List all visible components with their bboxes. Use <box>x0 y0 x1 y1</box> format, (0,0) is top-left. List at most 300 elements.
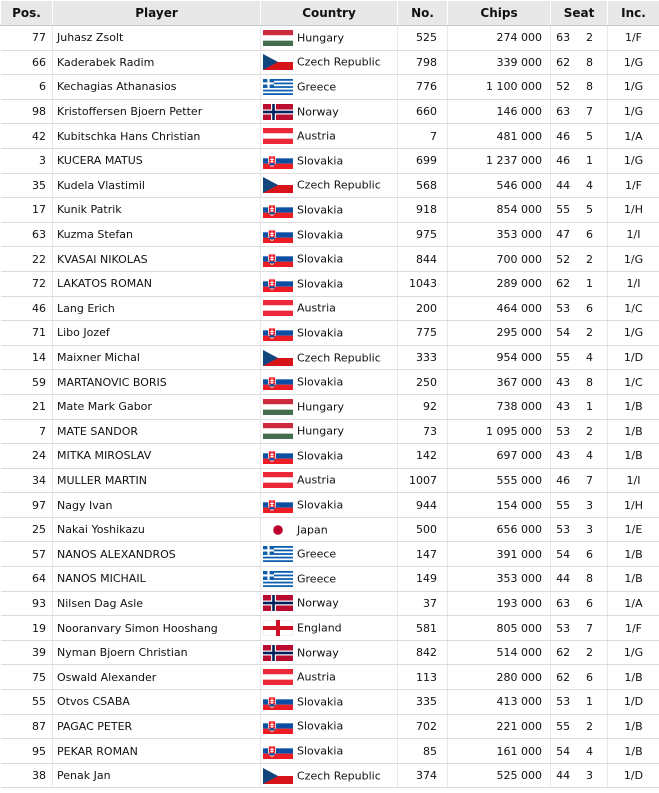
seat-cell <box>551 148 608 173</box>
inc-cell: 1/G <box>608 247 659 272</box>
country-cell <box>261 345 398 370</box>
header-chips[interactable]: Chips <box>448 1 551 26</box>
player-cell: Juhasz Zsolt <box>53 26 261 51</box>
table-number: 62 <box>556 277 571 291</box>
header-inc[interactable]: Inc. <box>608 1 659 26</box>
table-row <box>1 345 659 370</box>
player-cell: Kuzma Stefan <box>53 222 261 247</box>
table-number: 53 <box>556 523 571 537</box>
slovakia-flag-icon <box>263 202 293 218</box>
player-cell: NANOS MICHAIL <box>53 567 261 592</box>
seat-number: 7 <box>586 105 593 119</box>
england-flag-icon <box>263 620 293 636</box>
player-cell: Nakai Yoshikazu <box>53 517 261 542</box>
country-cell <box>261 75 398 100</box>
table-row <box>1 763 659 788</box>
chips-cell: 546 000 <box>448 173 551 198</box>
pos-cell: 6 <box>1 75 53 100</box>
table-row <box>1 370 659 395</box>
player-number-cell: 1007 <box>398 468 448 493</box>
pos-cell: 71 <box>1 321 53 346</box>
country-cell <box>261 148 398 173</box>
chips-cell: 353 000 <box>448 567 551 592</box>
country-cell <box>261 665 398 690</box>
slovakia-flag-icon <box>263 448 293 464</box>
country-cell <box>261 739 398 764</box>
seat-number: 4 <box>586 744 593 758</box>
seat-number: 6 <box>586 670 593 684</box>
pos-cell: 95 <box>1 739 53 764</box>
country-name: Slovakia <box>297 154 344 168</box>
table-number: 46 <box>556 473 571 487</box>
greece-flag-icon <box>263 79 293 95</box>
inc-cell: 1/F <box>608 616 659 641</box>
table-number: 44 <box>556 178 571 192</box>
player-cell: Kaderabek Radim <box>53 50 261 75</box>
country-name: Slovakia <box>297 498 344 512</box>
table-number: 52 <box>556 80 571 94</box>
player-cell: Kubitschka Hans Christian <box>53 124 261 149</box>
slovakia-flag-icon <box>263 497 293 513</box>
player-number-cell: 699 <box>398 148 448 173</box>
country-name: Slovakia <box>297 695 344 709</box>
country-cell <box>261 173 398 198</box>
inc-cell: 1/H <box>608 493 659 518</box>
country-cell <box>261 542 398 567</box>
pos-cell: 64 <box>1 567 53 592</box>
pos-cell: 75 <box>1 665 53 690</box>
inc-cell: 1/C <box>608 296 659 321</box>
inc-cell: 1/B <box>608 419 659 444</box>
pos-cell: 66 <box>1 50 53 75</box>
table-row <box>1 394 659 419</box>
player-number-cell: 776 <box>398 75 448 100</box>
table-number: 43 <box>556 400 571 414</box>
player-number-cell: 113 <box>398 665 448 690</box>
seat-cell <box>551 99 608 124</box>
table-number: 55 <box>556 498 571 512</box>
seat-number: 2 <box>586 424 593 438</box>
pos-cell: 25 <box>1 517 53 542</box>
country-cell <box>261 616 398 641</box>
table-row <box>1 690 659 715</box>
table-row <box>1 271 659 296</box>
country-cell <box>261 247 398 272</box>
table-number: 54 <box>556 547 571 561</box>
country-name: Slovakia <box>297 277 344 291</box>
seat-number: 3 <box>586 498 593 512</box>
country-cell <box>261 591 398 616</box>
table-number: 53 <box>556 424 571 438</box>
pos-cell: 93 <box>1 591 53 616</box>
chips-cell: 280 000 <box>448 665 551 690</box>
inc-cell: 1/A <box>608 124 659 149</box>
country-cell <box>261 222 398 247</box>
table-row <box>1 665 659 690</box>
table-number: 63 <box>556 596 571 610</box>
country-cell <box>261 640 398 665</box>
player-cell: Mate Mark Gabor <box>53 394 261 419</box>
table-number: 46 <box>556 129 571 143</box>
hungary-flag-icon <box>263 423 293 439</box>
country-cell <box>261 198 398 223</box>
inc-cell: 1/I <box>608 468 659 493</box>
player-cell: Nooranvary Simon Hooshang <box>53 616 261 641</box>
pos-cell: 72 <box>1 271 53 296</box>
player-cell: Oswald Alexander <box>53 665 261 690</box>
country-cell <box>261 567 398 592</box>
table-number: 53 <box>556 301 571 315</box>
chips-cell: 289 000 <box>448 271 551 296</box>
czech-flag-icon <box>263 768 293 784</box>
player-number-cell: 147 <box>398 542 448 567</box>
player-number-cell: 92 <box>398 394 448 419</box>
chips-cell: 954 000 <box>448 345 551 370</box>
table-row <box>1 247 659 272</box>
chips-cell: 413 000 <box>448 690 551 715</box>
player-cell: KUCERA MATUS <box>53 148 261 173</box>
seat-cell <box>551 665 608 690</box>
country-cell <box>261 50 398 75</box>
seat-cell <box>551 198 608 223</box>
seat-cell <box>551 345 608 370</box>
seat-cell <box>551 690 608 715</box>
seat-cell <box>551 591 608 616</box>
country-name: England <box>297 621 342 635</box>
table-row <box>1 468 659 493</box>
player-cell: Nilsen Dag Asle <box>53 591 261 616</box>
player-number-cell: 149 <box>398 567 448 592</box>
table-row <box>1 517 659 542</box>
country-name: Hungary <box>297 31 344 45</box>
table-number: 44 <box>556 769 571 783</box>
country-name: Czech Republic <box>297 55 381 69</box>
seat-number: 5 <box>586 203 593 217</box>
seat-number: 1 <box>586 695 593 709</box>
country-name: Slovakia <box>297 326 344 340</box>
player-cell: Otvos CSABA <box>53 690 261 715</box>
seat-cell <box>551 75 608 100</box>
seat-number: 8 <box>586 375 593 389</box>
player-number-cell: 525 <box>398 26 448 51</box>
slovakia-flag-icon <box>263 153 293 169</box>
player-number-cell: 975 <box>398 222 448 247</box>
header-country[interactable]: Country <box>261 1 398 26</box>
country-name: Austria <box>297 301 336 315</box>
table-body <box>1 26 659 788</box>
inc-cell: 1/D <box>608 690 659 715</box>
seat-number: 2 <box>586 326 593 340</box>
country-name: Slovakia <box>297 252 344 266</box>
player-cell: MITKA MIROSLAV <box>53 444 261 469</box>
table-number: 54 <box>556 326 571 340</box>
table-row <box>1 444 659 469</box>
chips-cell: 154 000 <box>448 493 551 518</box>
inc-cell: 1/G <box>608 640 659 665</box>
seat-number: 6 <box>586 547 593 561</box>
pos-cell: 98 <box>1 99 53 124</box>
austria-flag-icon <box>263 472 293 488</box>
table-number: 44 <box>556 572 571 586</box>
seat-cell <box>551 493 608 518</box>
greece-flag-icon <box>263 571 293 587</box>
seat-number: 4 <box>586 178 593 192</box>
chips-cell: 555 000 <box>448 468 551 493</box>
player-number-cell: 944 <box>398 493 448 518</box>
player-cell: PAGAC PETER <box>53 714 261 739</box>
table-number: 55 <box>556 719 571 733</box>
player-cell: Nagy Ivan <box>53 493 261 518</box>
inc-cell: 1/A <box>608 591 659 616</box>
inc-cell: 1/G <box>608 50 659 75</box>
chips-cell: 391 000 <box>448 542 551 567</box>
chips-cell: 339 000 <box>448 50 551 75</box>
inc-cell: 1/B <box>608 394 659 419</box>
chips-cell: 514 000 <box>448 640 551 665</box>
header-player[interactable]: Player <box>53 1 261 26</box>
player-cell: Nyman Bjoern Christian <box>53 640 261 665</box>
chips-cell: 193 000 <box>448 591 551 616</box>
table-row <box>1 296 659 321</box>
country-cell <box>261 370 398 395</box>
player-cell: MATE SANDOR <box>53 419 261 444</box>
country-cell <box>261 444 398 469</box>
seat-cell <box>551 173 608 198</box>
chips-cell: 221 000 <box>448 714 551 739</box>
seat-number: 1 <box>586 400 593 414</box>
seat-number: 6 <box>586 228 593 242</box>
inc-cell: 1/H <box>608 198 659 223</box>
seat-cell <box>551 517 608 542</box>
player-number-cell: 702 <box>398 714 448 739</box>
seat-cell <box>551 370 608 395</box>
player-cell: Kudela Vlastimil <box>53 173 261 198</box>
chips-cell: 738 000 <box>448 394 551 419</box>
norway-flag-icon <box>263 104 293 120</box>
player-number-cell: 918 <box>398 198 448 223</box>
inc-cell: 1/B <box>608 739 659 764</box>
country-cell <box>261 99 398 124</box>
seat-cell <box>551 26 608 51</box>
country-cell <box>261 26 398 51</box>
table-row <box>1 50 659 75</box>
table-row <box>1 542 659 567</box>
seat-cell <box>551 271 608 296</box>
player-cell: Maixner Michal <box>53 345 261 370</box>
seat-number: 4 <box>586 449 593 463</box>
pos-cell: 59 <box>1 370 53 395</box>
country-name: Greece <box>297 80 337 94</box>
table-row <box>1 567 659 592</box>
player-number-cell: 581 <box>398 616 448 641</box>
greece-flag-icon <box>263 546 293 562</box>
chips-cell: 353 000 <box>448 222 551 247</box>
player-number-cell: 798 <box>398 50 448 75</box>
chips-cell: 295 000 <box>448 321 551 346</box>
seat-cell <box>551 247 608 272</box>
chips-cell: 481 000 <box>448 124 551 149</box>
slovakia-flag-icon <box>263 325 293 341</box>
table-number: 55 <box>556 203 571 217</box>
chips-cell: 525 000 <box>448 763 551 788</box>
czech-flag-icon <box>263 177 293 193</box>
inc-cell: 1/B <box>608 714 659 739</box>
austria-flag-icon <box>263 128 293 144</box>
seat-number: 7 <box>586 473 593 487</box>
country-name: Austria <box>297 670 336 684</box>
seat-number: 8 <box>586 55 593 69</box>
table-row <box>1 739 659 764</box>
header-no[interactable]: No. <box>398 1 448 26</box>
table-row <box>1 222 659 247</box>
player-cell: MULLER MARTIN <box>53 468 261 493</box>
pos-cell: 55 <box>1 690 53 715</box>
country-name: Czech Republic <box>297 769 381 783</box>
inc-cell: 1/G <box>608 321 659 346</box>
player-number-cell: 775 <box>398 321 448 346</box>
seat-cell <box>551 444 608 469</box>
country-name: Greece <box>297 572 337 586</box>
country-name: Austria <box>297 129 336 143</box>
pos-cell: 22 <box>1 247 53 272</box>
seat-number: 2 <box>586 252 593 266</box>
pos-cell: 7 <box>1 419 53 444</box>
country-name: Slovakia <box>297 203 344 217</box>
header-pos[interactable]: Pos. <box>1 1 53 26</box>
chips-cell: 854 000 <box>448 198 551 223</box>
seat-cell <box>551 222 608 247</box>
seat-number: 5 <box>586 129 593 143</box>
seat-cell <box>551 468 608 493</box>
country-name: Greece <box>297 547 337 561</box>
player-cell: Kechagias Athanasios <box>53 75 261 100</box>
seat-cell <box>551 640 608 665</box>
seat-number: 2 <box>586 646 593 660</box>
table-number: 43 <box>556 375 571 389</box>
slovakia-flag-icon <box>263 374 293 390</box>
player-cell: Kristoffersen Bjoern Petter <box>53 99 261 124</box>
table-number: 62 <box>556 670 571 684</box>
pos-cell: 97 <box>1 493 53 518</box>
country-name: Hungary <box>297 400 344 414</box>
country-cell <box>261 493 398 518</box>
pos-cell: 17 <box>1 198 53 223</box>
player-number-cell: 37 <box>398 591 448 616</box>
chips-cell: 464 000 <box>448 296 551 321</box>
chips-cell: 1 095 000 <box>448 419 551 444</box>
pos-cell: 57 <box>1 542 53 567</box>
player-cell: Lang Erich <box>53 296 261 321</box>
chips-cell: 367 000 <box>448 370 551 395</box>
country-name: Japan <box>297 523 328 537</box>
chips-cell: 805 000 <box>448 616 551 641</box>
player-cell: NANOS ALEXANDROS <box>53 542 261 567</box>
pos-cell: 77 <box>1 26 53 51</box>
player-number-cell: 844 <box>398 247 448 272</box>
table-number: 53 <box>556 695 571 709</box>
slovakia-flag-icon <box>263 227 293 243</box>
chips-cell: 1 100 000 <box>448 75 551 100</box>
chips-cell: 697 000 <box>448 444 551 469</box>
seat-number: 4 <box>586 351 593 365</box>
seat-cell <box>551 616 608 641</box>
pos-cell: 3 <box>1 148 53 173</box>
country-name: Norway <box>297 596 339 610</box>
slovakia-flag-icon <box>263 251 293 267</box>
table-row <box>1 99 659 124</box>
czech-flag-icon <box>263 350 293 366</box>
seat-number: 2 <box>586 719 593 733</box>
seat-cell <box>551 296 608 321</box>
table-row <box>1 714 659 739</box>
table-row <box>1 173 659 198</box>
table-number: 46 <box>556 154 571 168</box>
inc-cell: 1/G <box>608 148 659 173</box>
seat-cell <box>551 567 608 592</box>
hungary-flag-icon <box>263 30 293 46</box>
inc-cell: 1/C <box>608 370 659 395</box>
slovakia-flag-icon <box>263 276 293 292</box>
seat-cell <box>551 124 608 149</box>
inc-cell: 1/E <box>608 517 659 542</box>
header-seat[interactable]: Seat <box>551 1 608 26</box>
chips-cell: 146 000 <box>448 99 551 124</box>
table-row <box>1 75 659 100</box>
player-cell: PEKAR ROMAN <box>53 739 261 764</box>
player-number-cell: 660 <box>398 99 448 124</box>
table-row <box>1 26 659 51</box>
table-row <box>1 124 659 149</box>
table-number: 62 <box>556 55 571 69</box>
player-number-cell: 1043 <box>398 271 448 296</box>
seat-number: 3 <box>586 769 593 783</box>
player-number-cell: 73 <box>398 419 448 444</box>
seat-number: 2 <box>586 31 593 45</box>
seat-cell <box>551 419 608 444</box>
norway-flag-icon <box>263 645 293 661</box>
pos-cell: 42 <box>1 124 53 149</box>
player-number-cell: 333 <box>398 345 448 370</box>
pos-cell: 24 <box>1 444 53 469</box>
country-cell <box>261 296 398 321</box>
table-row <box>1 640 659 665</box>
player-cell: MARTANOVIC BORIS <box>53 370 261 395</box>
country-name: Slovakia <box>297 375 344 389</box>
inc-cell: 1/B <box>608 444 659 469</box>
country-cell <box>261 124 398 149</box>
pos-cell: 87 <box>1 714 53 739</box>
table-number: 62 <box>556 646 571 660</box>
chips-cell: 274 000 <box>448 26 551 51</box>
player-number-cell: 7 <box>398 124 448 149</box>
chips-cell: 1 237 000 <box>448 148 551 173</box>
seat-number: 1 <box>586 154 593 168</box>
table-number: 43 <box>556 449 571 463</box>
table-number: 63 <box>556 105 571 119</box>
norway-flag-icon <box>263 595 293 611</box>
table-number: 54 <box>556 744 571 758</box>
player-cell: KVASAI NIKOLAS <box>53 247 261 272</box>
inc-cell: 1/F <box>608 173 659 198</box>
player-number-cell: 85 <box>398 739 448 764</box>
seat-number: 6 <box>586 596 593 610</box>
seat-number: 3 <box>586 523 593 537</box>
seat-cell <box>551 542 608 567</box>
table-row <box>1 321 659 346</box>
pos-cell: 39 <box>1 640 53 665</box>
player-number-cell: 842 <box>398 640 448 665</box>
country-name: Slovakia <box>297 228 344 242</box>
